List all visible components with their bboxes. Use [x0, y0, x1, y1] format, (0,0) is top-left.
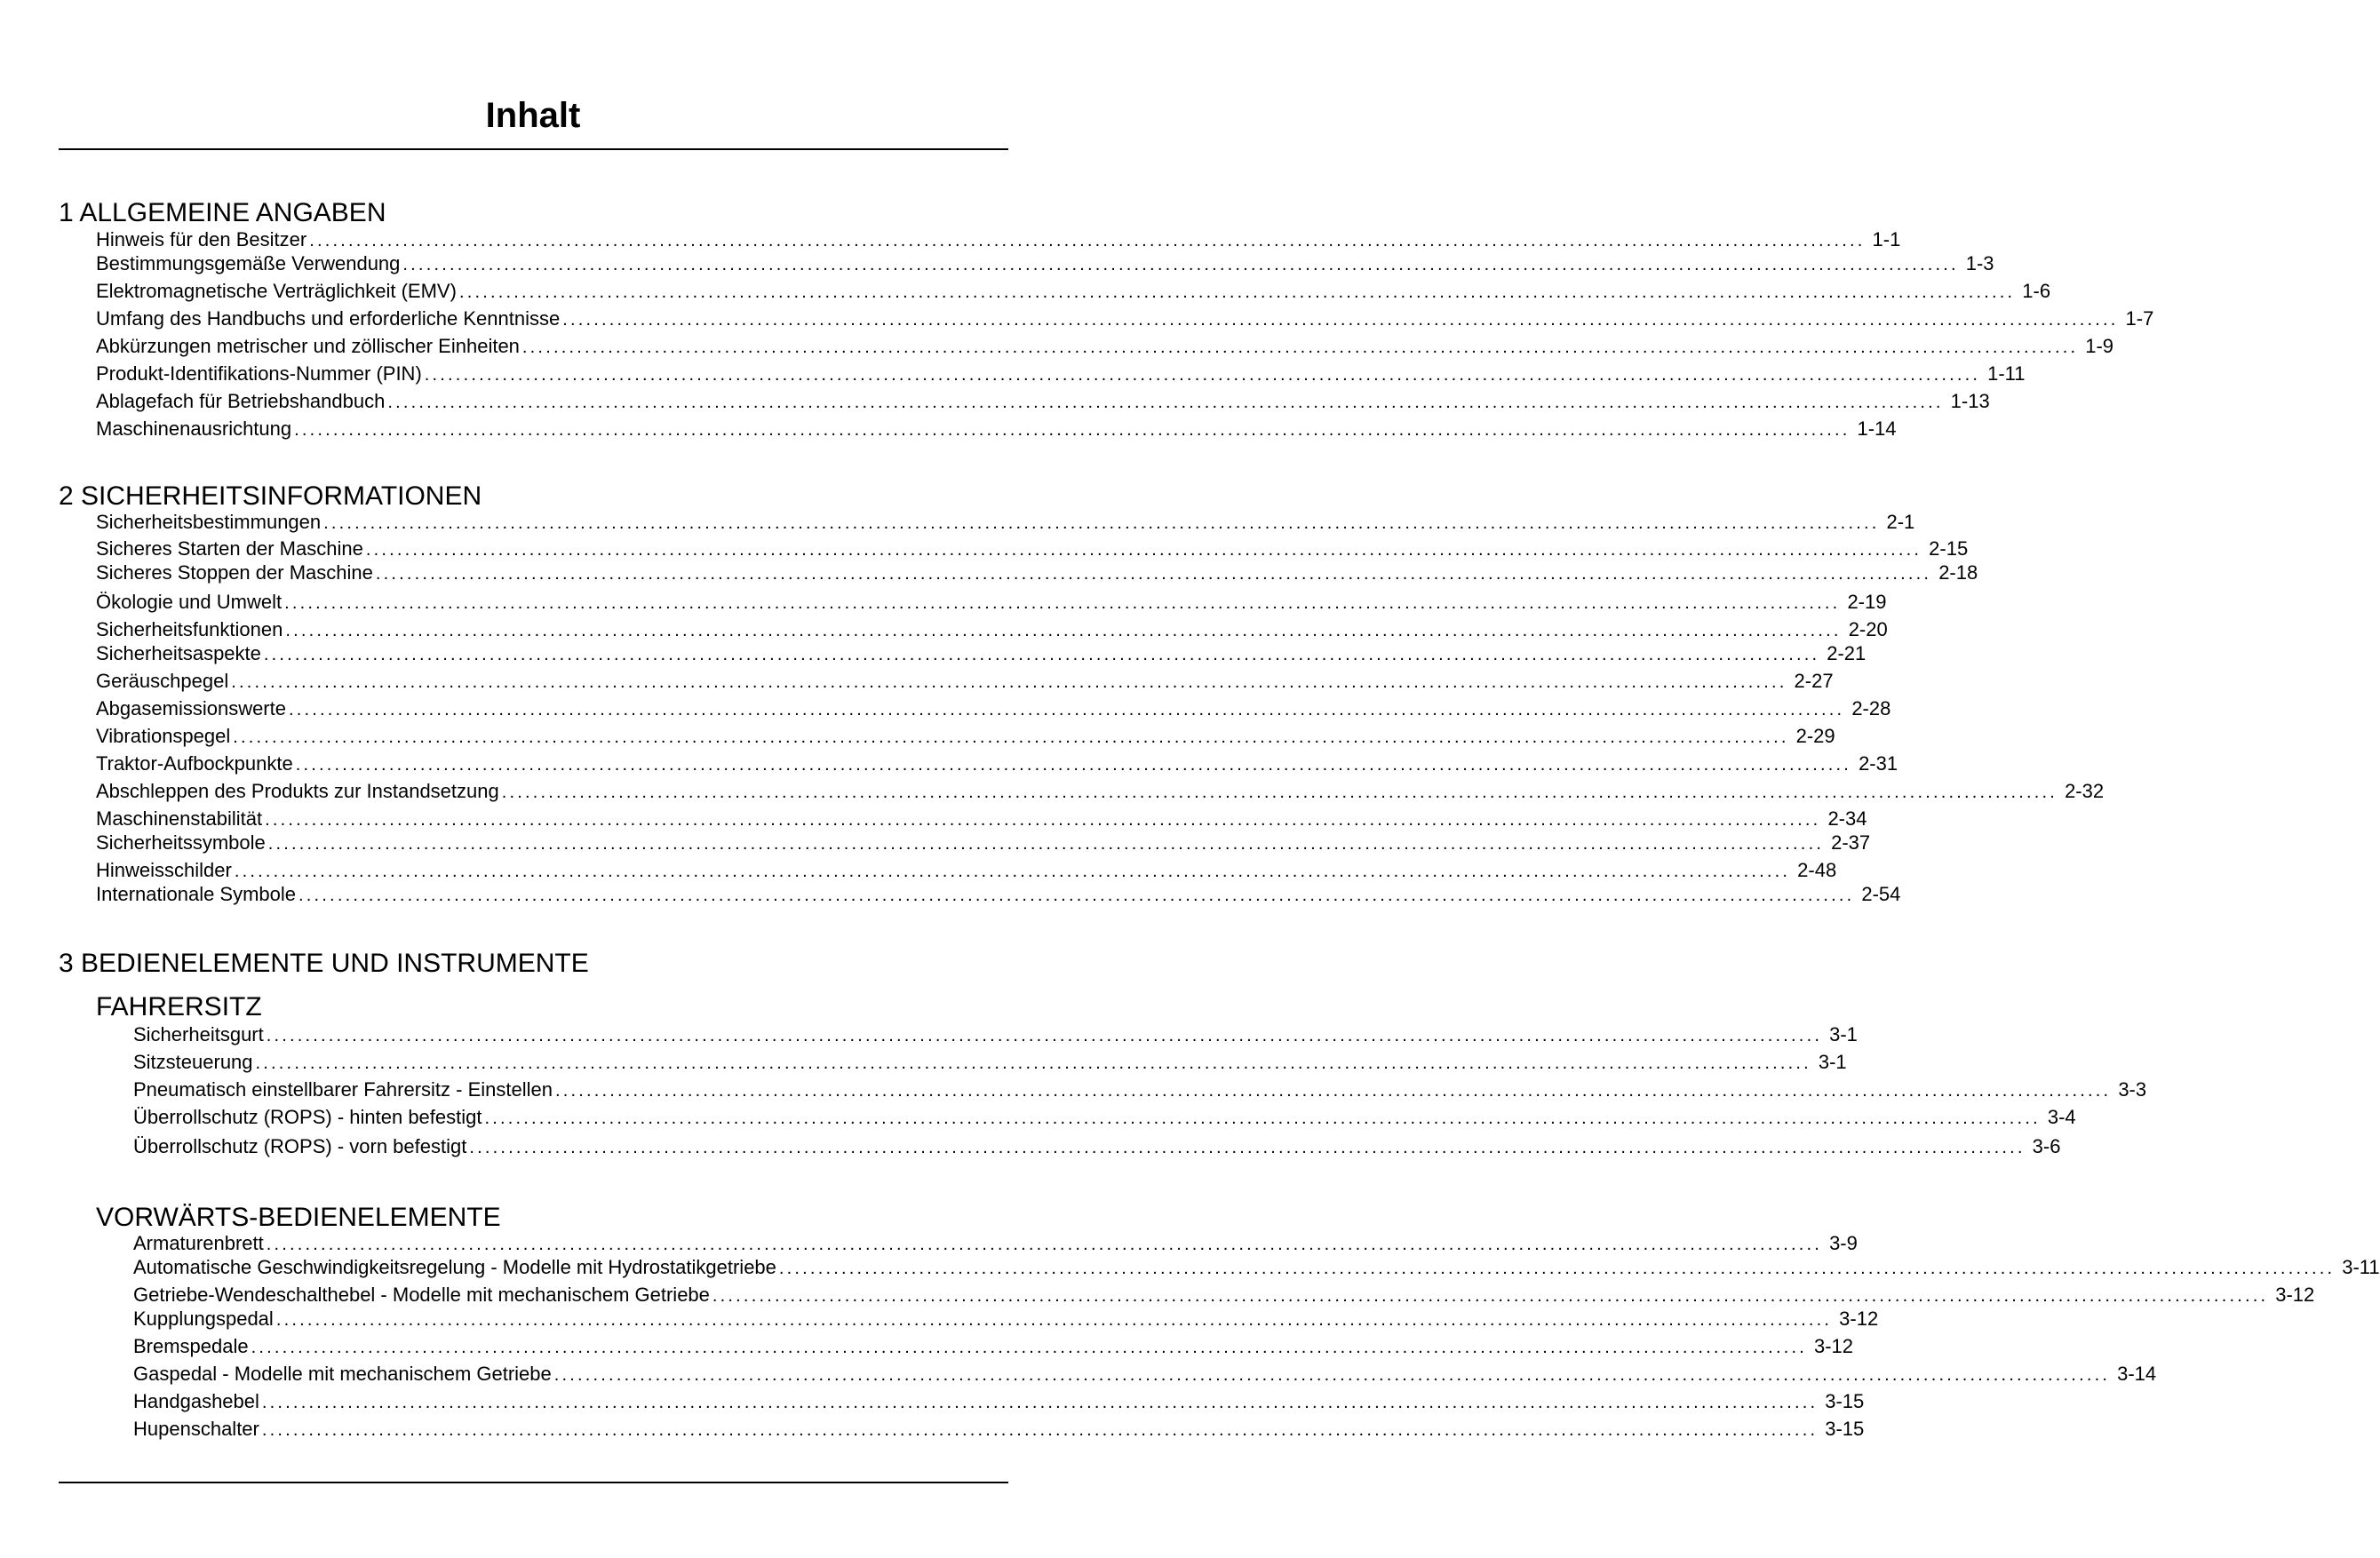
toc-entry[interactable] [96, 306, 2154, 331]
toc-entry-page: 1-7 [2125, 307, 2154, 330]
toc-entry-title: Maschinenausrichtung [96, 417, 292, 440]
toc-entry-title: Sitzsteuerung [133, 1051, 253, 1073]
toc-entry-page: 3-12 [2275, 1284, 2315, 1306]
toc-entry-page: 3-12 [1839, 1308, 1879, 1330]
toc-entry[interactable] [133, 1334, 1854, 1359]
toc-entry[interactable] [133, 1255, 2380, 1280]
toc-entry-title: Gaspedal - Modelle mit mechanischem Getriebe [133, 1363, 552, 1385]
toc-entry-page: 2-1 [1886, 511, 1915, 533]
dot-leader: ........................................................................................................................................................................................................ [562, 310, 2119, 330]
page-title: Inhalt [485, 96, 581, 135]
toc-entry-page: 3-9 [1829, 1232, 1858, 1254]
toc-entry-title: Geräuschpegel [96, 670, 229, 692]
dot-leader: ........................................................................................................................................................................................................ [234, 862, 1791, 881]
toc-entry[interactable] [96, 510, 1915, 535]
toc-entry-page: 2-48 [1797, 859, 1837, 881]
toc-entry-page: 1-14 [1857, 417, 1897, 440]
toc-entry-page: 2-32 [2065, 780, 2105, 802]
toc-entry-page: 2-19 [1847, 591, 1887, 613]
toc-entry[interactable] [96, 696, 1891, 721]
dot-leader: ........................................................................................................................................................................................................ [309, 231, 1866, 250]
dot-leader: ........................................................................................................................................................................................................ [365, 540, 1922, 560]
toc-entry[interactable] [96, 831, 1871, 855]
toc-entry-page: 1-6 [2022, 280, 2051, 302]
toc-entry[interactable] [133, 1105, 2076, 1130]
toc-entry[interactable] [96, 751, 1898, 776]
toc-entry[interactable] [96, 362, 2026, 386]
toc-entry-page: 3-6 [2032, 1135, 2061, 1157]
toc-entry-title: Hinweisschilder [96, 859, 232, 881]
dot-leader: ........................................................................................................................................................................................................ [288, 700, 1845, 719]
dot-leader: ........................................................................................................................................................................................................ [267, 834, 1825, 854]
toc-entry[interactable] [96, 779, 2105, 804]
toc-entry-title: Automatische Geschwindigkeitsregelung - Modelle mit Hydrostatikgetriebe [133, 1256, 776, 1278]
toc-entry[interactable] [133, 1231, 1858, 1256]
toc-entry-title: Überrollschutz (ROPS) - vorn befestigt [133, 1135, 467, 1157]
toc-entry-page: 1-3 [1965, 252, 1994, 274]
toc-entry-title: Getriebe-Wendeschalthebel - Modelle mit mechanischem Getriebe [133, 1284, 710, 1306]
toc-entry-title: Sicheres Stoppen der Maschine [96, 561, 373, 584]
toc-entry[interactable] [133, 1050, 1847, 1075]
dot-leader: ........................................................................................................................................................................................................ [275, 1310, 1833, 1330]
toc-entry-page: 3-14 [2117, 1363, 2157, 1385]
toc-entry[interactable] [96, 590, 1887, 615]
toc-entry[interactable] [96, 724, 1835, 749]
toc-entry-title: Ablagefach für Betriebshandbuch [96, 390, 386, 412]
toc-entry-title: Überrollschutz (ROPS) - hinten befestigt [133, 1106, 482, 1128]
toc-entry-page: 3-1 [1829, 1023, 1858, 1045]
toc-entry[interactable] [96, 807, 1867, 831]
toc-entry-title: Abkürzungen metrischer und zöllischer Einheiten [96, 335, 520, 357]
dot-leader: ........................................................................................................................................................................................................ [298, 886, 1855, 905]
toc-entry-page: 2-27 [1794, 670, 1834, 692]
section-vorwaerts-heading: VORWÄRTS-BEDIENELEMENTE [96, 1203, 501, 1232]
toc-entry-title: Vibrationspegel [96, 725, 231, 747]
toc-entry-title: Sicherheitssymbole [96, 831, 266, 854]
dot-leader: ........................................................................................................................................................................................................ [255, 1053, 1811, 1073]
toc-entry-title: Sicherheitsaspekte [96, 642, 261, 664]
toc-entry-title: Bestimmungsgemäße Verwendung [96, 252, 401, 274]
dot-leader: ........................................................................................................................................................................................................ [469, 1138, 2026, 1157]
toc-entry[interactable] [96, 537, 1969, 561]
toc-entry[interactable] [96, 334, 2114, 359]
toc-entry[interactable] [133, 1283, 2315, 1308]
toc-entry-title: Internationale Symbole [96, 883, 297, 905]
dot-leader: ........................................................................................................................................................................................................ [712, 1286, 2269, 1306]
toc-entry-title: Kupplungspedal [133, 1308, 274, 1330]
toc-entry[interactable] [133, 1077, 2147, 1102]
dot-leader: ........................................................................................................................................................................................................ [231, 672, 1787, 692]
dot-leader: ........................................................................................................................................................................................................ [554, 1081, 2112, 1101]
toc-entry-page: 2-20 [1848, 618, 1888, 640]
dot-leader: ........................................................................................................................................................................................................ [266, 1235, 1823, 1254]
dot-leader: ........................................................................................................................................................................................................ [387, 393, 1944, 412]
toc-entry-title: Sicherheitsfunktionen [96, 618, 283, 640]
toc-entry-page: 3-15 [1825, 1418, 1865, 1440]
toc-entry-page: 2-28 [1851, 697, 1891, 719]
toc-entry[interactable] [96, 858, 1837, 883]
toc-entry-title: Abschleppen des Produkts zur Instandsetzung [96, 780, 499, 802]
toc-entry[interactable] [96, 251, 1994, 276]
dot-leader: ........................................................................................................................................................................................................ [284, 593, 1841, 613]
toc-entry-page: 3-3 [2118, 1078, 2147, 1101]
toc-entry-page: 3-4 [2047, 1106, 2076, 1128]
toc-entry-title: Umfang des Handbuchs und erforderliche Kenntnisse [96, 307, 561, 330]
dot-leader: ........................................................................................................................................................................................................ [294, 420, 1851, 440]
toc-entry[interactable] [96, 641, 1867, 666]
dot-leader: ........................................................................................................................................................................................................ [375, 564, 1932, 584]
toc-entry[interactable] [133, 1134, 2061, 1159]
toc-entry-title: Sicheres Starten der Maschine [96, 537, 363, 560]
dot-leader: ........................................................................................................................................................................................................ [251, 1338, 1807, 1357]
toc-entry-page: 1-11 [1987, 362, 2026, 385]
toc-entry-title: Ökologie und Umwelt [96, 591, 283, 613]
dot-leader: ........................................................................................................................................................................................................ [323, 513, 1880, 533]
toc-entry-title: Hinweis für den Besitzer [96, 228, 307, 250]
toc-entry[interactable] [96, 560, 1978, 585]
toc-entry-page: 2-15 [1929, 537, 1969, 560]
bottom-divider [59, 1482, 1008, 1483]
dot-leader: ........................................................................................................................................................................................................ [424, 365, 1981, 385]
dot-leader: ........................................................................................................................................................................................................ [261, 1420, 1819, 1440]
dot-leader: ........................................................................................................................................................................................................ [266, 1026, 1823, 1045]
toc-entry-title: Armaturenbrett [133, 1232, 264, 1254]
toc-entry-page: 2-29 [1795, 725, 1835, 747]
dot-leader: ........................................................................................................................................................................................................ [233, 727, 1789, 747]
toc-entry-page: 2-21 [1827, 642, 1867, 664]
toc-entry-title: Maschinenstabilität [96, 807, 263, 830]
toc-entry-title: Hupenschalter [133, 1418, 259, 1440]
dot-leader: ........................................................................................................................................................................................................ [402, 255, 1959, 274]
toc-entry[interactable] [96, 227, 1901, 252]
toc-entry-page: 3-11 [2342, 1256, 2380, 1278]
dot-leader: ........................................................................................................................................................................................................ [501, 783, 2058, 802]
toc-entry[interactable] [133, 1362, 2157, 1387]
toc-entry-page: 2-54 [1861, 883, 1901, 905]
toc-entry-page: 3-1 [1818, 1051, 1847, 1073]
toc-entry-title: Pneumatisch einstellbarer Fahrersitz - Einstellen [133, 1078, 553, 1101]
dot-leader: ........................................................................................................................................................................................................ [295, 755, 1852, 775]
toc-entry-page: 1-1 [1872, 228, 1901, 250]
toc-entry-title: Bremspedale [133, 1335, 249, 1357]
toc-entry[interactable] [133, 1389, 1865, 1414]
toc-entry-page: 3-15 [1825, 1390, 1865, 1412]
toc-entry-title: Sicherheitsgurt [133, 1023, 264, 1045]
toc-entry-page: 2-18 [1938, 561, 1978, 584]
toc-entry-page: 3-12 [1813, 1335, 1854, 1357]
toc-entry-page: 2-31 [1859, 752, 1898, 775]
dot-leader: ........................................................................................................................................................................................................ [263, 645, 1820, 664]
toc-entry[interactable] [133, 1022, 1858, 1047]
chapter-1-heading: 1 ALLGEMEINE ANGABEN [59, 198, 386, 227]
toc-entry-title: Traktor-Aufbockpunkte [96, 752, 293, 775]
dot-leader: ........................................................................................................................................................................................................ [261, 1393, 1819, 1412]
section-fahrersitz-heading: FAHRERSITZ [96, 992, 262, 1021]
toc-entry[interactable] [96, 389, 1990, 414]
toc-entry[interactable] [96, 417, 1897, 441]
dot-leader: ........................................................................................................................................................................................................ [484, 1109, 2041, 1128]
toc-entry-title: Sicherheitsbestimmungen [96, 511, 322, 533]
toc-entry[interactable] [96, 669, 1834, 694]
toc-entry-title: Abgasemissionswerte [96, 697, 286, 719]
toc-entry-title: Handgashebel [133, 1390, 259, 1412]
toc-entry[interactable] [96, 279, 2051, 304]
toc-entry-title: Elektromagnetische Verträglichkeit (EMV) [96, 280, 457, 302]
dot-leader: ........................................................................................................................................................................................................ [778, 1259, 2336, 1278]
toc-entry-page: 2-34 [1827, 807, 1867, 830]
dot-leader: ........................................................................................................................................................................................................ [458, 282, 2016, 302]
toc-entry[interactable] [96, 617, 1888, 642]
dot-leader: ........................................................................................................................................................................................................ [521, 338, 2079, 357]
toc-entry[interactable] [96, 882, 1901, 907]
toc-entry[interactable] [133, 1417, 1865, 1442]
toc-entry-title: Produkt-Identifikations-Nummer (PIN) [96, 362, 422, 385]
dot-leader: ........................................................................................................................................................................................................ [265, 810, 1821, 830]
dot-leader: ........................................................................................................................................................................................................ [285, 621, 1842, 640]
toc-entry-page: 2-37 [1831, 831, 1871, 854]
toc-entry-page: 1-9 [2085, 335, 2114, 357]
dot-leader: ........................................................................................................................................................................................................ [553, 1365, 2111, 1385]
toc-entry-page: 1-13 [1950, 390, 1990, 412]
toc-entry[interactable] [133, 1307, 1879, 1331]
chapter-3-heading: 3 BEDIENELEMENTE UND INSTRUMENTE [59, 949, 589, 978]
chapter-2-heading: 2 SICHERHEITSINFORMATIONEN [59, 481, 482, 511]
